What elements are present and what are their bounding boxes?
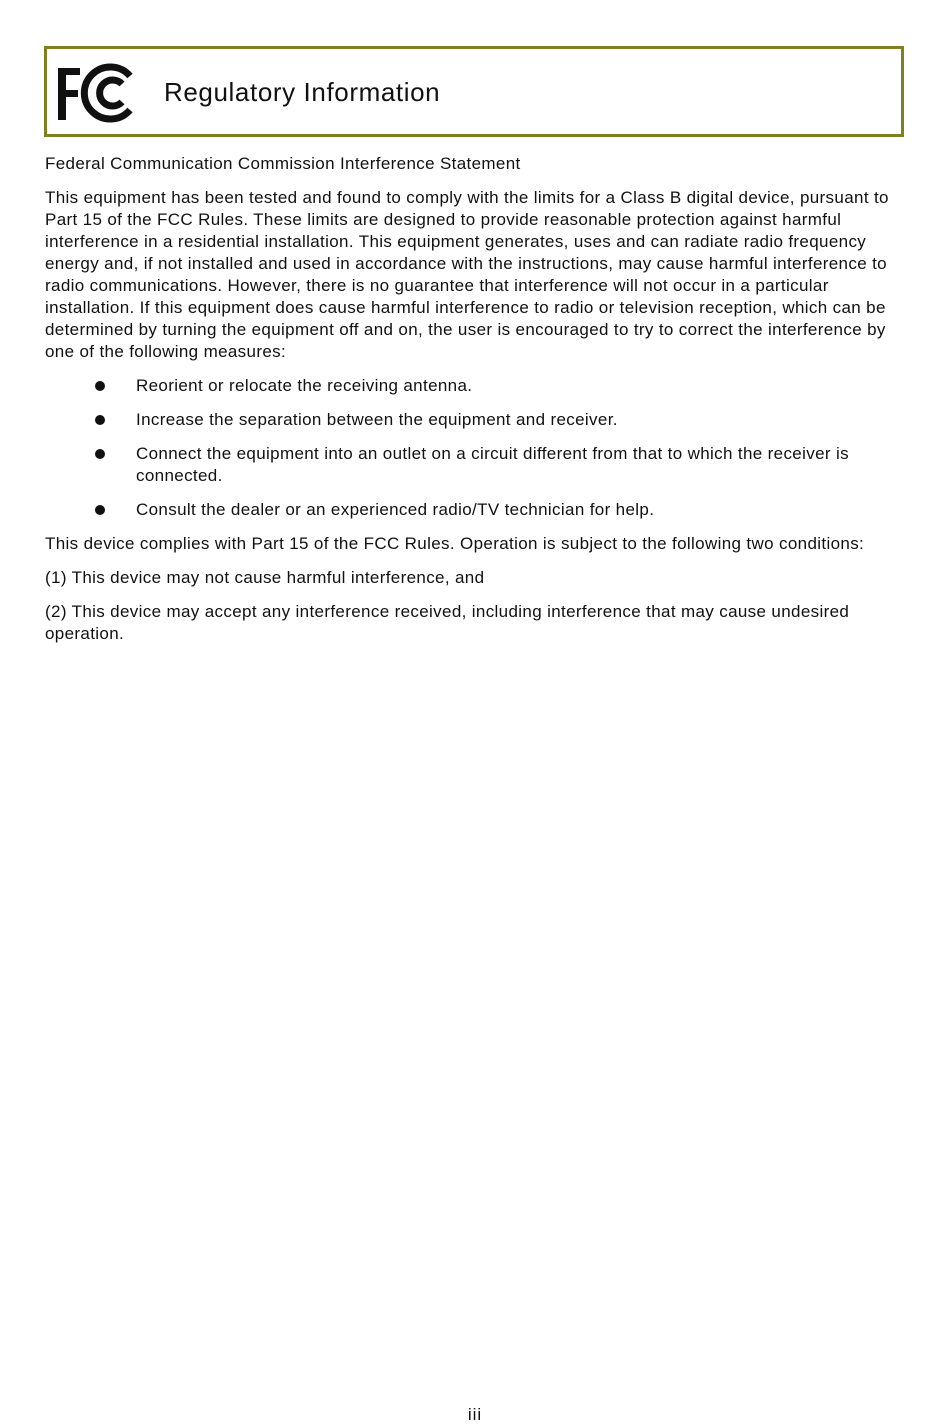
list-item-text: Consult the dealer or an experienced radio/TV technician for help. — [136, 500, 655, 519]
fcc-logo-icon — [56, 62, 136, 124]
page-title: Regulatory Information — [164, 77, 441, 107]
bullet-dot-icon — [95, 415, 105, 425]
condition-1: (1) This device may not cause harmful interference, and — [45, 568, 485, 587]
list-item — [45, 443, 911, 487]
bullet-dot-icon — [95, 505, 105, 515]
list-item — [45, 375, 911, 397]
interference-statement-paragraph: This equipment has been tested and found to comply with the limits for a Class B digital device, pursuant to Part 15 of the FCC Rules. These limits are designed to provide reasonable protection against harmful interference in a residential installation. This equipment generates, uses and can radiate radio frequency energy and, if not installed and used in accordance with the instructions, may cause harmful interference to radio communications. However, there is no guarantee that interference will not occur in a particular installation. If this equipment does cause harmful interference to radio or television reception, which can be determined by turning the equipment off and on, the user is encouraged to try to correct the interference by one of the following measures: — [45, 188, 889, 361]
list-item-text: Reorient or relocate the receiving antenna. — [136, 376, 473, 395]
list-item — [45, 499, 911, 521]
page-number: iii — [467, 1405, 483, 1424]
list-item-text: Increase the separation between the equipment and receiver. — [136, 410, 618, 429]
list-item — [45, 409, 911, 431]
condition-2: (2) This device may accept any interference received, including interference that may cause undesired operation. — [45, 602, 850, 643]
list-item-text: Connect the equipment into an outlet on a circuit different from that to which the receiver is connected. — [136, 444, 849, 485]
document-body — [45, 153, 911, 657]
measures-list — [45, 375, 911, 521]
compliance-paragraph: This device complies with Part 15 of the FCC Rules. Operation is subject to the following two conditions: — [45, 534, 865, 553]
regulatory-header-box — [44, 46, 904, 137]
bullet-dot-icon — [95, 381, 105, 391]
section-heading: Federal Communication Commission Interference Statement — [45, 154, 521, 173]
bullet-dot-icon — [95, 449, 105, 459]
